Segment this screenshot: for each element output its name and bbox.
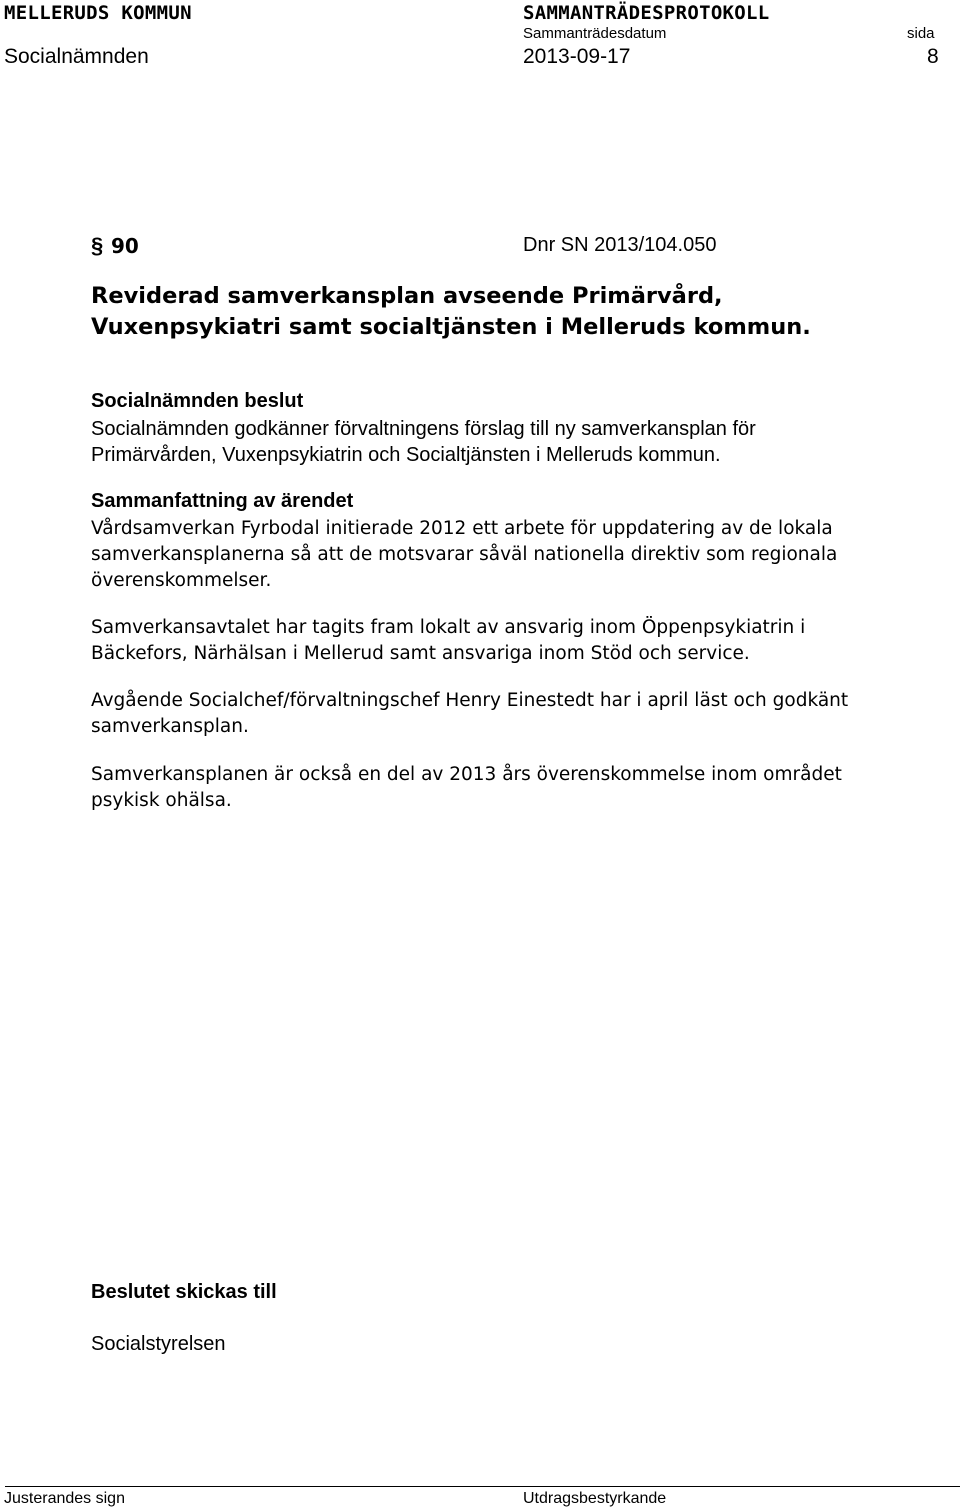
meeting-date: 2013-09-17	[523, 45, 631, 68]
sent-to-heading: Beslutet skickas till	[91, 1281, 277, 1303]
summary-p2-line-2: Bäckefors, Närhälsan i Mellerud samt ansvariga inom Stöd och service.	[91, 643, 750, 664]
sent-to-recipient: Socialstyrelsen	[91, 1333, 226, 1355]
summary-p1-line-2: samverkansplanerna så att de motsvarar såväl nationella direktiv som regionala	[91, 544, 838, 565]
page-label: sida	[907, 25, 935, 42]
paragraph-number: 90	[111, 234, 139, 258]
paragraph-title-line-2: Vuxenpsykiatri samt socialtjänsten i Melleruds kommun.	[91, 314, 811, 340]
date-label: Sammanträdesdatum	[523, 25, 667, 42]
footer-signature-label: Justerandes sign	[4, 1490, 125, 1507]
summary-p3-line-2: samverkansplan.	[91, 716, 249, 737]
summary-heading: Sammanfattning av ärendet	[91, 490, 354, 512]
summary-p4-line-1: Samverkansplanen är också en del av 2013 års överenskommelse inom området	[91, 764, 842, 785]
summary-p3-line-1: Avgående Socialchef/förvaltningschef Henry Einestedt har i april läst och godkänt	[91, 690, 849, 711]
decision-text-line-1: Socialnämnden godkänner förvaltningens förslag till ny samverkansplan för	[91, 418, 756, 440]
summary-p4-line-2: psykisk ohälsa.	[91, 790, 232, 811]
committee-name: Socialnämnden	[4, 45, 149, 68]
summary-p1-line-3: överenskommelser.	[91, 570, 272, 591]
footer-certification-label: Utdragsbestyrkande	[523, 1490, 667, 1507]
paragraph-title-line-1: Reviderad samverkansplan avseende Primärvård,	[91, 283, 723, 309]
case-number: Dnr SN 2013/104.050	[523, 234, 717, 256]
decision-heading: Socialnämnden beslut	[91, 390, 304, 412]
document-type: SAMMANTRÄDESPROTOKOLL	[523, 2, 770, 24]
page-number: 8	[927, 45, 939, 68]
municipality-name: MELLERUDS KOMMUN	[4, 2, 192, 24]
footer-divider	[5, 1486, 960, 1487]
section-symbol: §	[91, 233, 104, 258]
summary-p1-line-1: Vårdsamverkan Fyrbodal initierade 2012 ett arbete för uppdatering av de lokala	[91, 518, 833, 539]
decision-text-line-2: Primärvården, Vuxenpsykiatrin och Socialtjänsten i Melleruds kommun.	[91, 444, 721, 466]
summary-p2-line-1: Samverkansavtalet har tagits fram lokalt av ansvarig inom Öppenpsykiatrin i	[91, 617, 806, 638]
